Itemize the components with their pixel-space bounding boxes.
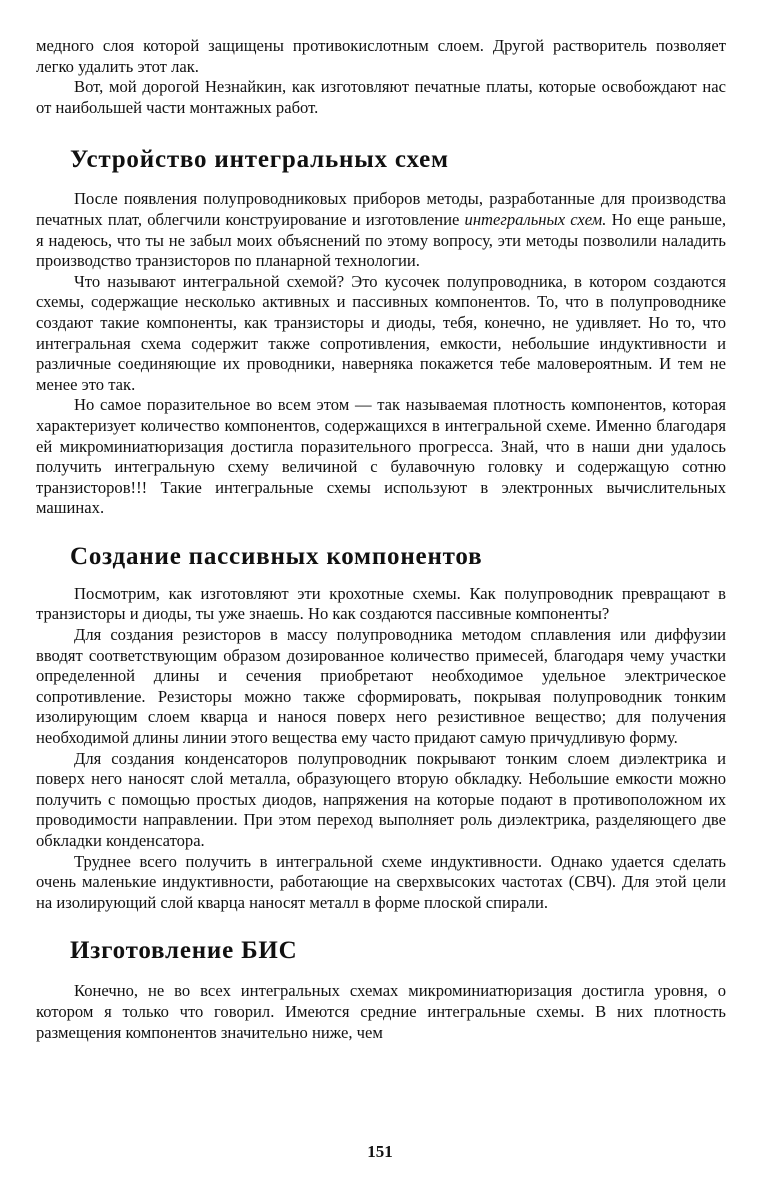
section1-paragraph-1-text-b: Но еще раньше, я надеюсь, что ты не забыл моих объяснений по этому вопросу, эти методы позволили наладить производство транзисторов по планарной технологии. [36,209,727,271]
section2-paragraph-3: Для создания конденсаторов полупроводник покрывают тонким слоем диэлектрика и поверх него наносят слой металла, образующего вторую обкладку. Небольшие емкости можно получить с помощью простых диодов, напряжения на которые подают в противоположном их проводимости направлении. При этом переход выполняет роль диэлектрика, разделяющего две обкладки конденсатора. [36,748,726,850]
section1-paragraph-1-text-a: После появления полупроводниковых приборов методы, разработанные для производства печатных плат, облегчили конструирование и изготовление [36,189,726,229]
book-page [36,36,726,1043]
section1-paragraph-3: Но самое поразительное во всем этом — так называемая плотность компонентов, которая характеризует количество компонентов, содержащихся в интегральной схеме. Именно благодаря ей микроминиатюризация достигла поразительного прогресса. Знай, что в наши дни удалось получить интегральную схему величиной с булавочную головку и содержащую сотню транзисторов!!! Такие интегральные схемы используют в электронных вычислительных машинах. [36,395,726,518]
section1-paragraph-1-italic-term: интегральных схем. [464,209,607,229]
page-number: 151 [367,1142,393,1161]
section2-paragraph-1: Посмотрим, как изготовляют эти крохотные схемы. Как полупроводник превращают в транзисторы и диоды, ты уже знаешь. Но как создаются пассивные компоненты? [36,583,726,624]
section2-paragraph-4: Труднее всего получить в интегральной схеме индуктивности. Однако удается сделать очень маленькие индуктивности, работающие на сверхвысоких частотах (СВЧ). Для этой цели на изолирующий слой кварца наносят металл в форме плоской спирали. [36,851,726,912]
section-heading-passive-components: Создание пассивных компонентов [70,542,483,570]
section-heading-integrated-circuits: Устройство интегральных схем [70,146,449,174]
section3-paragraph-1: Конечно, не во всех интегральных схемах микроминиатюризация достигла уровня, о котором я только что говорил. Имеются средние интегральные схемы. В них плотность размещения компонентов значительно ниже, чем [36,981,726,1042]
intro-paragraph-2: Вот, мой дорогой Незнайкин, как изготовляют печатные платы, которые освобождают нас от наибольшей части монтажных работ. [36,77,726,117]
section2-paragraph-2: Для создания резисторов в массу полупроводника методом сплавления или диффузии вводят соответствующим образом дозированное количество примесей, благодаря чему участки определенной длины и сечения приобретают необходимое удельное электрическое сопротивление. Резисторы можно также сформировать, покрывая полупроводник тонким изолирующим слоем кварца и нанося поверх него резистивное вещество; для получения необходимой длины линии этого вещества ему часто придают самую причудливую форму. [36,625,726,748]
section1-paragraph-1 [36,189,726,271]
intro-paragraph-1: медного слоя которой защищены противокислотным слоем. Другой растворитель позволяет легко удалить этот лак. [36,36,726,76]
section-heading-lsi-manufacturing: Изготовление БИС [70,937,298,965]
section1-paragraph-2: Что называют интегральной схемой? Это кусочек полупроводника, в котором создаются схемы, содержащие несколько активных и пассивных компонентов. То, что в полупроводнике создают такие компоненты, как транзисторы и диоды, тебя, конечно, не удивляет. Но то, что интегральная схема содержит также сопротивления, емкости, небольшие индуктивности и различные соединяющие их проводники, наверняка покажется тебе маловероятным. И тем не менее это так. [36,271,726,394]
